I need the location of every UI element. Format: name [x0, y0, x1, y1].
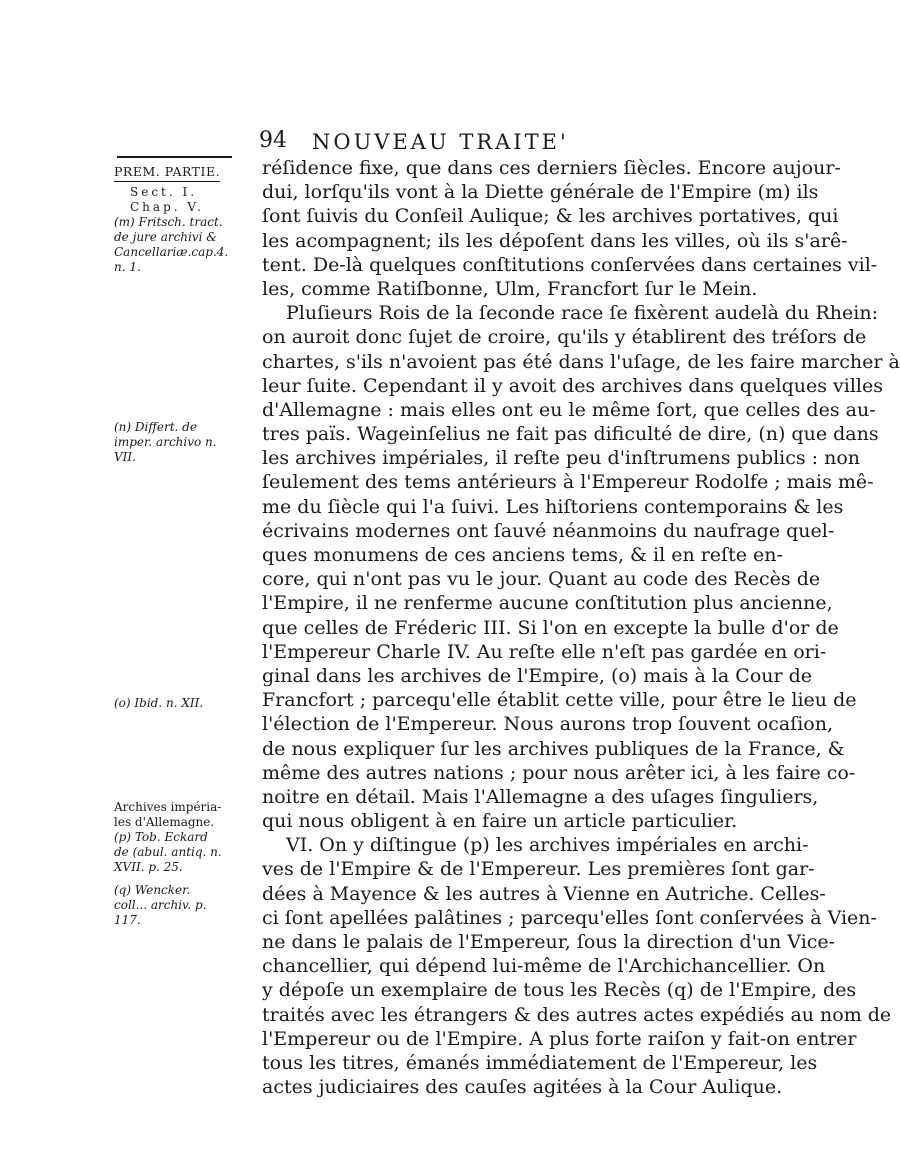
body-line: actes judiciaires des cauſes agitées à la Cour Aulique.	[262, 1076, 783, 1099]
body-line: tres païs. Wageinſelius ne fait pas dificulté de dire, (n) que dans	[262, 423, 879, 446]
body-line: d'Allemagne : mais elles ont eu le même ſort, que celles des au-	[262, 398, 876, 421]
margin-note-m-line: de jure archivi &	[114, 230, 217, 244]
running-head: NOUVEAU TRAITE'	[312, 130, 569, 154]
margin-note-p-line: de (abul. antiq. n.	[114, 845, 222, 859]
body-line: les acompagnent; ils les dépoſent dans les villes, où ils s'arê-	[262, 229, 848, 252]
margin-note-n-line: imper. archivo n.	[114, 435, 217, 449]
body-line: l'élection de l'Empereur. Nous aurons trop ſouvent ocaſion,	[262, 713, 834, 736]
margin-note-p-line: (p) Tob. Eckard	[114, 830, 208, 844]
margin-note-q-line: (q) Wencker.	[114, 883, 191, 897]
body-line: dées à Mayence & les autres à Vienne en Autriche. Celles-	[262, 882, 826, 905]
margin-note-o-line: (o) Ibid. n. XII.	[114, 696, 204, 710]
margin-note-m-line: Cancellariæ.cap.4.	[114, 245, 229, 259]
page-number: 94	[259, 128, 287, 153]
margin-note-n-line: (n) Differt. de	[114, 420, 197, 434]
margin-section: Sect. I.	[130, 185, 198, 199]
body-line: core, qui n'ont pas vu le jour. Quant au code des Recès de	[262, 568, 821, 591]
body-line: noitre en détail. Mais l'Allemagne a des uſages ſinguliers,	[262, 785, 819, 808]
margin-note-q-line: coll... archiv. p.	[114, 898, 207, 912]
margin-note-archives-line: Archives impéria-	[114, 800, 222, 814]
margin-rule	[117, 156, 232, 158]
margin-note-m-line: n. 1.	[114, 260, 141, 274]
body-line: me du ſiècle qui l'a ſuivi. Les hiſtoriens contemporains & les	[262, 495, 844, 518]
body-line: traités avec les étrangers & des autres actes expédiés au nom de	[262, 1003, 892, 1026]
margin-note-archives-line: les d'Allemagne.	[114, 815, 215, 829]
body-line: de nous expliquer ſur les archives publiques de la France, &	[262, 737, 845, 760]
body-line: réſidence fixe, que dans ces derniers ſiècles. Encore aujour-	[262, 157, 841, 179]
body-line: y dépoſe un exemplaire de tous les Recès (q) de l'Empire, des	[262, 979, 857, 1002]
body-line: tous les titres, émanés immédiatement de l'Empereur, les	[262, 1051, 818, 1074]
margin-note-q	[114, 883, 249, 928]
margin-part: PREM. PARTIE.	[114, 164, 220, 182]
margin-note-p-line: XVII. p. 25.	[114, 860, 183, 874]
body-line: que celles de Fréderic III. Si l'on en excepte la bulle d'or de	[262, 616, 839, 639]
body-text	[262, 156, 900, 1099]
body-line: ci ſont apellées palâtines ; parcequ'elles ſont conſervées à Vien-	[262, 906, 877, 929]
body-line: VI. On y diſtingue (p) les archives impériales en archi-	[286, 834, 809, 857]
body-line: dui, lorſqu'ils vont à la Diette générale de l'Empire (m) ils	[262, 181, 819, 204]
margin-note-n-line: VII.	[114, 450, 136, 464]
body-line: les archives impériales, il reſte peu d'inſtrumens publics : non	[262, 447, 861, 470]
margin-section-label	[114, 164, 249, 275]
body-line: leur ſuite. Cependant il y avoit des archives dans quelques villes	[262, 374, 883, 397]
margin-note-q-line: 117.	[114, 913, 141, 927]
body-line: chancellier, qui dépend lui-même de l'Archichancellier. On	[262, 955, 826, 978]
body-line: ſont ſuivis du Conſeil Aulique; & les archives portatives, qui	[262, 205, 839, 228]
margin-chapter: Chap. V.	[130, 200, 204, 214]
body-line: ves de l'Empire & de l'Empereur. Les premières ſont gar-	[262, 858, 815, 881]
body-line: chartes, s'ils n'avoient pas été dans l'uſage, de les faire marcher à	[262, 350, 900, 373]
body-line: Pluſieurs Rois de la ſeconde race ſe fixèrent audelà du Rhein:	[286, 302, 878, 325]
body-line: l'Empire, il ne renferme aucune conſtitution plus ancienne,	[262, 592, 833, 615]
body-line: Francfort ; parcequ'elle établit cette ville, pour être le lieu de	[262, 689, 857, 712]
body-line: même des autres nations ; pour nous arêter ici, à les faire co-	[262, 761, 856, 784]
body-line: écrivains modernes ont ſauvé néanmoins du naufrage quel-	[262, 519, 835, 542]
body-line: ginal dans les archives de l'Empire, (o) mais à la Cour de	[262, 664, 813, 687]
body-line: on auroit donc ſujet de croire, qu'ils y établirent des tréſors de	[262, 326, 867, 349]
body-line: ne dans le palais de l'Empereur, ſous la direction d'un Vice-	[262, 931, 836, 953]
body-line: ques monumens de ces anciens tems, & il en reſte en-	[262, 544, 783, 566]
margin-note-m-line: (m) Fritsch. tract.	[114, 215, 223, 229]
margin-note-o	[114, 696, 249, 711]
margin-note-archives	[114, 800, 249, 875]
body-line: les, comme Ratiſbonne, Ulm, Francfort ſur le Mein.	[262, 277, 758, 300]
body-line: l'Empereur ou de l'Empire. A plus forte raiſon y fait-on entrer	[262, 1027, 857, 1050]
body-line: qui nous obligent à en faire un article particulier.	[262, 810, 738, 833]
body-line: ſeulement des tems antérieurs à l'Empereur Rodolfe ; mais mê-	[262, 471, 874, 494]
body-line: tent. De-là quelques conſtitutions conſervées dans certaines vil-	[262, 253, 878, 276]
body-line: l'Empereur Charle IV. Au reſte elle n'eſt pas gardée en ori-	[262, 640, 827, 663]
margin-note-n	[114, 420, 249, 465]
